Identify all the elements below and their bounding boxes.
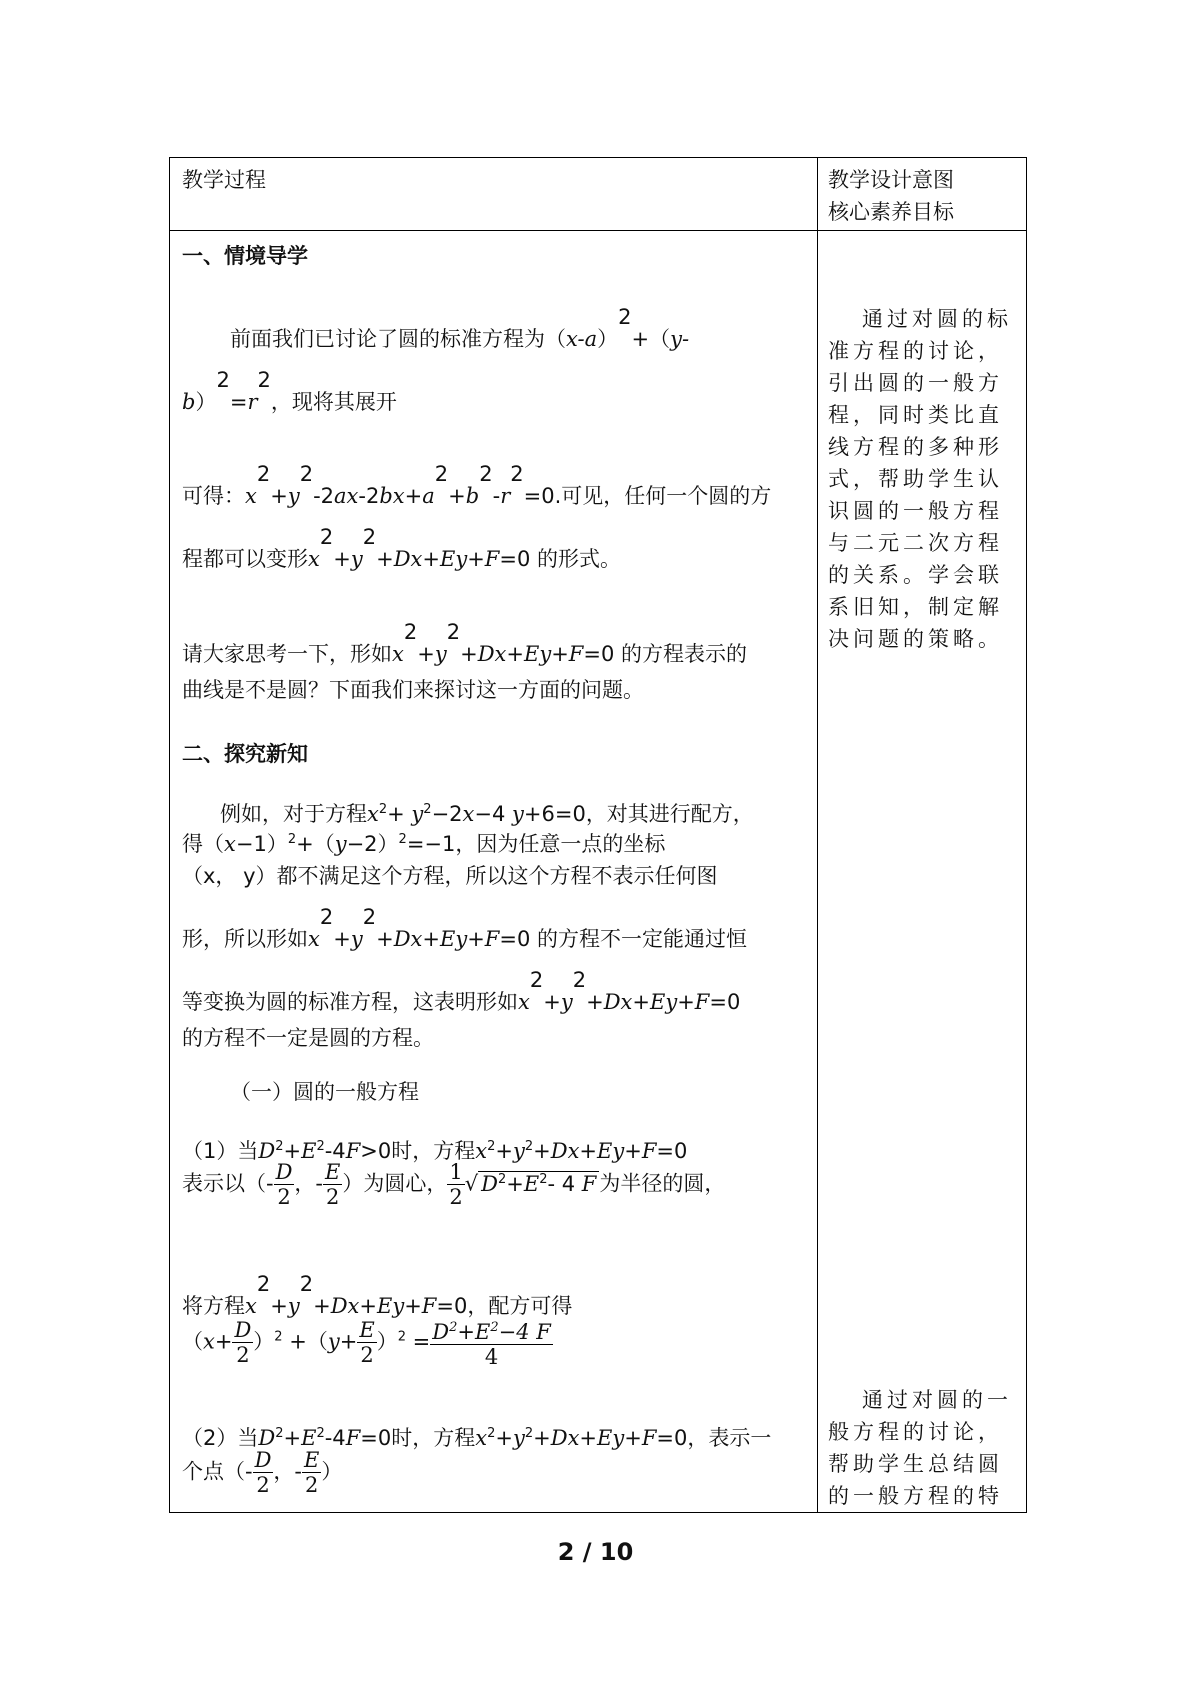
intent1-line: 准方程的讨论，: [828, 339, 1003, 363]
intent1-line: 决问题的策略。: [828, 627, 1003, 651]
design-intent-block1: [828, 303, 1018, 655]
lesson-table: [169, 157, 1027, 1513]
column-divider: [817, 158, 818, 1512]
text: 将方程: [182, 1294, 245, 1318]
intent1-line: 线方程的多种形: [828, 435, 1003, 459]
header-teaching-process: 教学过程: [182, 168, 266, 192]
text: 的方程不一定能通过恒: [537, 927, 748, 951]
section1-p5: 曲线是不是圆？下面我们来探讨这一方面的问题。: [182, 678, 644, 702]
intent1-line: 与二元二次方程: [828, 531, 1003, 555]
section2-e4: 形，所以形如x2+y2+Dx+Ey+F=0 的方程不一定能通过恒: [182, 905, 748, 951]
section1-title: 一、情境导学: [182, 244, 308, 268]
section2-e6: 的方程不一定是圆的方程。: [182, 1026, 434, 1050]
design-intent-block2: [828, 1384, 1018, 1512]
text: ）为圆心，: [342, 1171, 448, 1196]
subsection-general-equation: （一）圆的一般方程: [230, 1080, 419, 1104]
case1-line1: （1）当$D^2+E^2-4F>0$时，方程$x^2+y^2+Dx+Ey+F=0$: [182, 1139, 688, 1163]
intent1-line: 引出圆的一般方: [828, 371, 1003, 395]
text: ，-: [294, 1171, 323, 1196]
text: 请大家思考一下，形如: [182, 642, 392, 666]
section1-p1: 前面我们已讨论了圆的标准方程为（x-a）2+（y-: [230, 305, 690, 351]
intent1-line: 的关系。学会联: [828, 563, 1003, 587]
page-number: 2 / 10: [557, 1538, 634, 1566]
text: 时，方程: [391, 1426, 476, 1450]
text: 程都可以变形: [182, 547, 308, 571]
section1-p4: 请大家思考一下，形如x2+y2+Dx+Ey+F=0 的方程表示的: [182, 620, 748, 666]
text: ，-: [273, 1459, 302, 1484]
text: 时，方程: [391, 1139, 476, 1163]
text: 个点（-: [182, 1459, 253, 1484]
intent1-line: 通过对圆的标: [862, 307, 1012, 331]
case1-line2: 表示以（- $\frac{D}{2}$ ，- $\frac{E}{2}$ ）为圆心， $\frac{1}{2}$ √ $D^2+E^2-$ 4 F 为半径的圆，: [182, 1160, 726, 1209]
text: 表示以（-: [182, 1171, 274, 1196]
section2-e2: 得$(x-1)^2+(y-2)^2=-1$，因为任意一点的坐标: [182, 832, 666, 856]
text: ，现将其展开: [270, 390, 397, 414]
intent2-line: 的一般方程的特: [828, 1484, 1003, 1508]
header-design-intent: [828, 164, 954, 228]
text: 的形式。: [537, 547, 622, 571]
text: ，因为任意一点的坐标: [455, 832, 666, 856]
text: +（: [631, 327, 671, 351]
intent1-line: 系旧知，制定解: [828, 595, 1003, 619]
text: ，表示一: [687, 1426, 772, 1450]
intent1-line: 式，帮助学生认: [828, 467, 1003, 491]
text: ，配方可得: [467, 1294, 573, 1318]
case1-completed-square: （x+ $\frac{D}{2}$ ）$^2$ +（y+ $\frac{E}{2}$ ）$^2$ = $\frac{D^2+E^2-4 F}{4}$: [182, 1318, 551, 1369]
text: （2）当: [182, 1426, 259, 1450]
intent1-line: 识圆的一般方程: [828, 499, 1003, 523]
section2-title: 二、探究新知: [182, 742, 308, 766]
text: .可见，任何一个圆的方: [554, 484, 772, 508]
text: 前面我们已讨论了圆的标准方程为（: [230, 327, 566, 351]
text: 例如，对于方程: [220, 802, 367, 826]
section2-e1: 例如，对于方程$x^2+ y^2-2x-4$ y+6=0，对其进行配方，: [220, 802, 754, 826]
header-design-intent-line2: 核心素养目标: [828, 200, 954, 224]
intent1-line: 程，同时类比直: [828, 403, 1003, 427]
intent2-line: 通过对圆的一: [862, 1388, 1012, 1412]
text: 等变换为圆的标准方程，这表明形如: [182, 990, 518, 1014]
header-divider: [170, 230, 1026, 231]
text: 形，所以形如: [182, 927, 308, 951]
header-design-intent-line1: 教学设计意图: [828, 168, 954, 192]
intent2-line: 帮助学生总结圆: [828, 1452, 1003, 1476]
text: ）: [195, 390, 217, 414]
case1-line3: 将方程x2+y2+Dx+Ey+F=0，配方可得: [182, 1272, 573, 1318]
section1-p1-cont: b）2=r2，现将其展开: [182, 368, 397, 414]
section1-p3: 程都可以变形x2+y2+Dx+Ey+F=0 的形式。: [182, 525, 622, 571]
text: 可得：: [182, 484, 245, 508]
text: 为半径的圆，: [599, 1171, 726, 1196]
section1-p2: 可得：x2+y2-2ax-2bx+a2+b2-r2=0.可见，任何一个圆的方: [182, 462, 772, 508]
text: （1）当: [182, 1139, 259, 1163]
case2-line2: 个点（- $\frac{D}{2}$ ，- $\frac{E}{2}$ ）: [182, 1448, 343, 1497]
text: 的方程表示的: [621, 642, 748, 666]
section2-e3: （x， y）都不满足这个方程，所以这个方程不表示任何图: [182, 864, 718, 888]
case2-line1: （2）当$D^2+E^2-4F=0$时，方程$x^2+y^2+Dx+Ey+F=0$，表示一: [182, 1426, 772, 1450]
text: 得（: [182, 832, 224, 856]
text: ）: [597, 327, 619, 351]
section2-e5: 等变换为圆的标准方程，这表明形如x2+y2+Dx+Ey+F=0: [182, 968, 741, 1014]
intent2-line: 般方程的讨论，: [828, 1420, 1003, 1444]
text: ，对其进行配方，: [585, 802, 754, 826]
text: ）: [321, 1459, 343, 1484]
